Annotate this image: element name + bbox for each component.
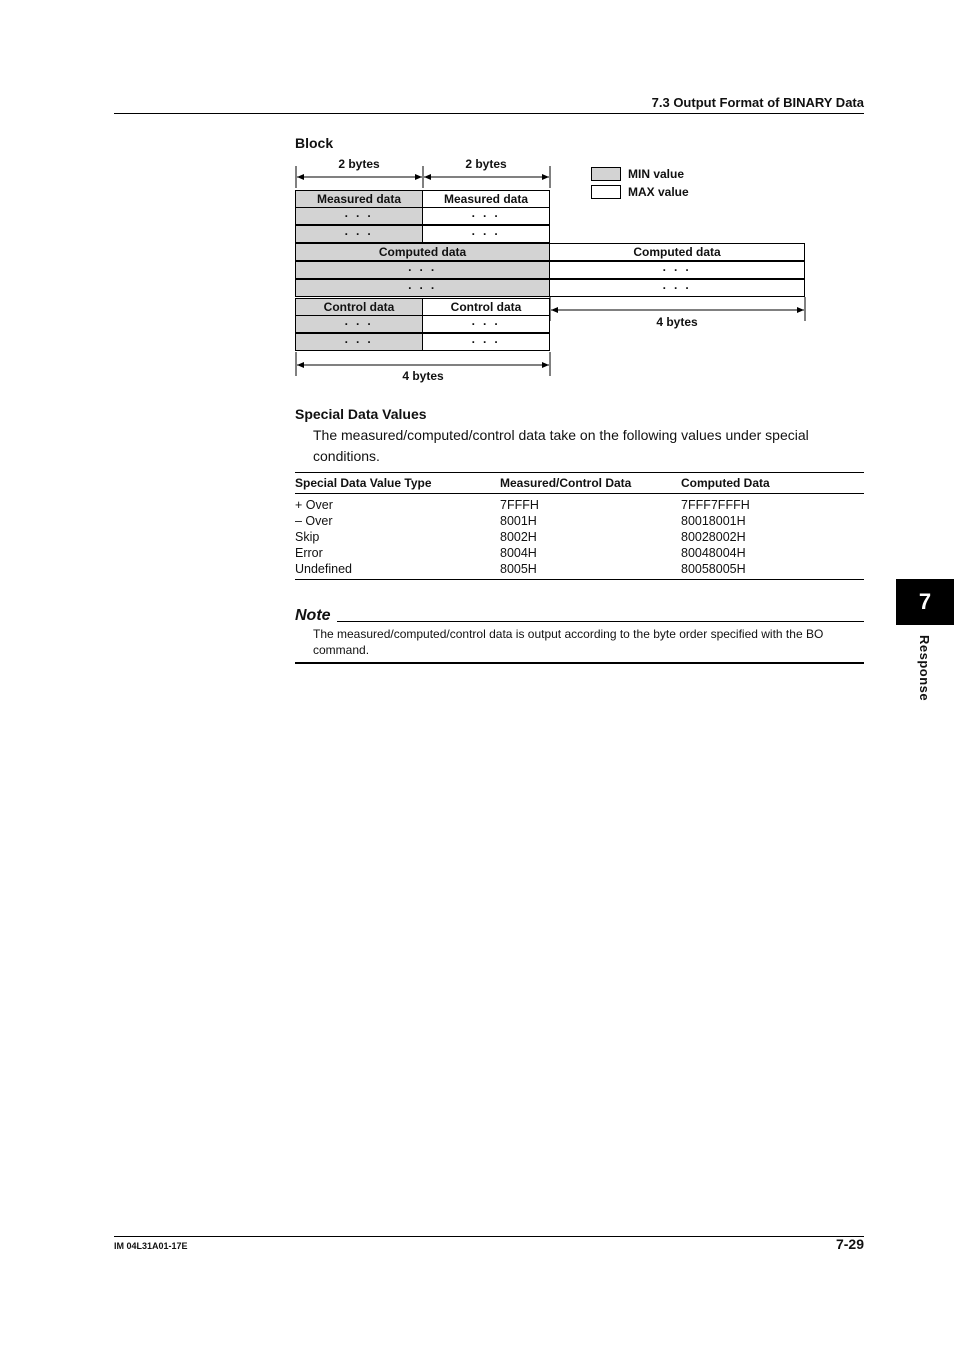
measured-data-max-cell: Measured data xyxy=(422,190,550,208)
control-dots-max-cell: · · · xyxy=(422,315,550,333)
table-cell-type: – Over xyxy=(295,514,333,528)
control-data-max-cell: Control data xyxy=(422,298,550,316)
special-values-description: The measured/computed/control data take on the following values under special conditions. xyxy=(313,427,809,464)
header-rule xyxy=(114,113,864,114)
table-cell-computed: 80048004H xyxy=(681,546,746,560)
width-label-4bytes-bottom: 4 bytes xyxy=(402,369,444,383)
chapter-side-label-text: Response xyxy=(917,635,932,702)
top-dimension-arrows xyxy=(290,166,556,188)
computed-dots-min-cell: · · · xyxy=(295,261,550,279)
table-cell-measured: 8004H xyxy=(500,546,537,560)
computed-dots-max-cell: · · · xyxy=(549,279,805,297)
table-cell-measured: 8002H xyxy=(500,530,537,544)
table-header-type: Special Data Value Type xyxy=(295,476,432,490)
table-cell-type: Skip xyxy=(295,530,320,544)
table-cell-measured: 7FFFH xyxy=(500,498,539,512)
table-cell-computed: 7FFF7FFFH xyxy=(681,498,750,512)
measured-dots-min-cell: · · · xyxy=(295,207,423,225)
chapter-tab: 7 xyxy=(896,579,954,625)
legend-max-label: MAX value xyxy=(628,185,689,199)
table-cell-type: Error xyxy=(295,546,323,560)
block-heading: Block xyxy=(295,135,334,151)
table-top-rule xyxy=(295,472,864,473)
table-header-computed: Computed Data xyxy=(681,476,770,490)
legend-max-swatch xyxy=(591,185,621,199)
legend-min-swatch xyxy=(591,167,621,181)
footer-rule xyxy=(114,1236,864,1237)
chapter-side-label xyxy=(895,635,954,715)
note-rule xyxy=(337,621,864,622)
section-title: 7.3 Output Format of BINARY Data xyxy=(651,95,864,110)
measured-dots-min-cell: · · · xyxy=(295,225,423,243)
table-cell-measured: 8005H xyxy=(500,562,537,576)
computed-data-max-cell: Computed data xyxy=(549,243,805,261)
legend-min-label: MIN value xyxy=(628,167,685,181)
measured-dots-max-cell: · · · xyxy=(422,207,550,225)
width-label-2bytes-right: 2 bytes xyxy=(465,157,507,171)
footer-doc-id: IM 04L31A01-17E xyxy=(114,1241,188,1251)
table-header-measured: Measured/Control Data xyxy=(500,476,632,490)
measured-data-min-cell: Measured data xyxy=(295,190,423,208)
table-cell-computed: 80058005H xyxy=(681,562,746,576)
table-bottom-rule xyxy=(295,579,864,580)
computed-dots-max-cell: · · · xyxy=(549,261,805,279)
note-heading: Note xyxy=(295,607,331,624)
computed-dots-min-cell: · · · xyxy=(295,279,550,297)
table-cell-measured: 8001H xyxy=(500,514,537,528)
special-values-heading: Special Data Values xyxy=(295,406,427,422)
table-cell-computed: 80018001H xyxy=(681,514,746,528)
width-label-4bytes-right: 4 bytes xyxy=(656,315,698,329)
note-text: The measured/computed/control data is output according to the byte order specified with the BO command. xyxy=(313,627,824,657)
measured-dots-max-cell: · · · xyxy=(422,225,550,243)
table-cell-computed: 80028002H xyxy=(681,530,746,544)
control-dots-min-cell: · · · xyxy=(295,315,423,333)
computed-data-min-cell: Computed data xyxy=(295,243,550,261)
width-label-2bytes-left: 2 bytes xyxy=(338,157,380,171)
footer-page-number: 7-29 xyxy=(835,1236,864,1252)
control-data-min-cell: Control data xyxy=(295,298,423,316)
control-dots-min-cell: · · · xyxy=(295,333,423,351)
control-dots-max-cell: · · · xyxy=(422,333,550,351)
table-cell-type: Undefined xyxy=(295,562,352,576)
table-header-rule xyxy=(295,493,864,494)
table-cell-type: + Over xyxy=(295,498,333,512)
note-bottom-rule xyxy=(295,662,864,664)
